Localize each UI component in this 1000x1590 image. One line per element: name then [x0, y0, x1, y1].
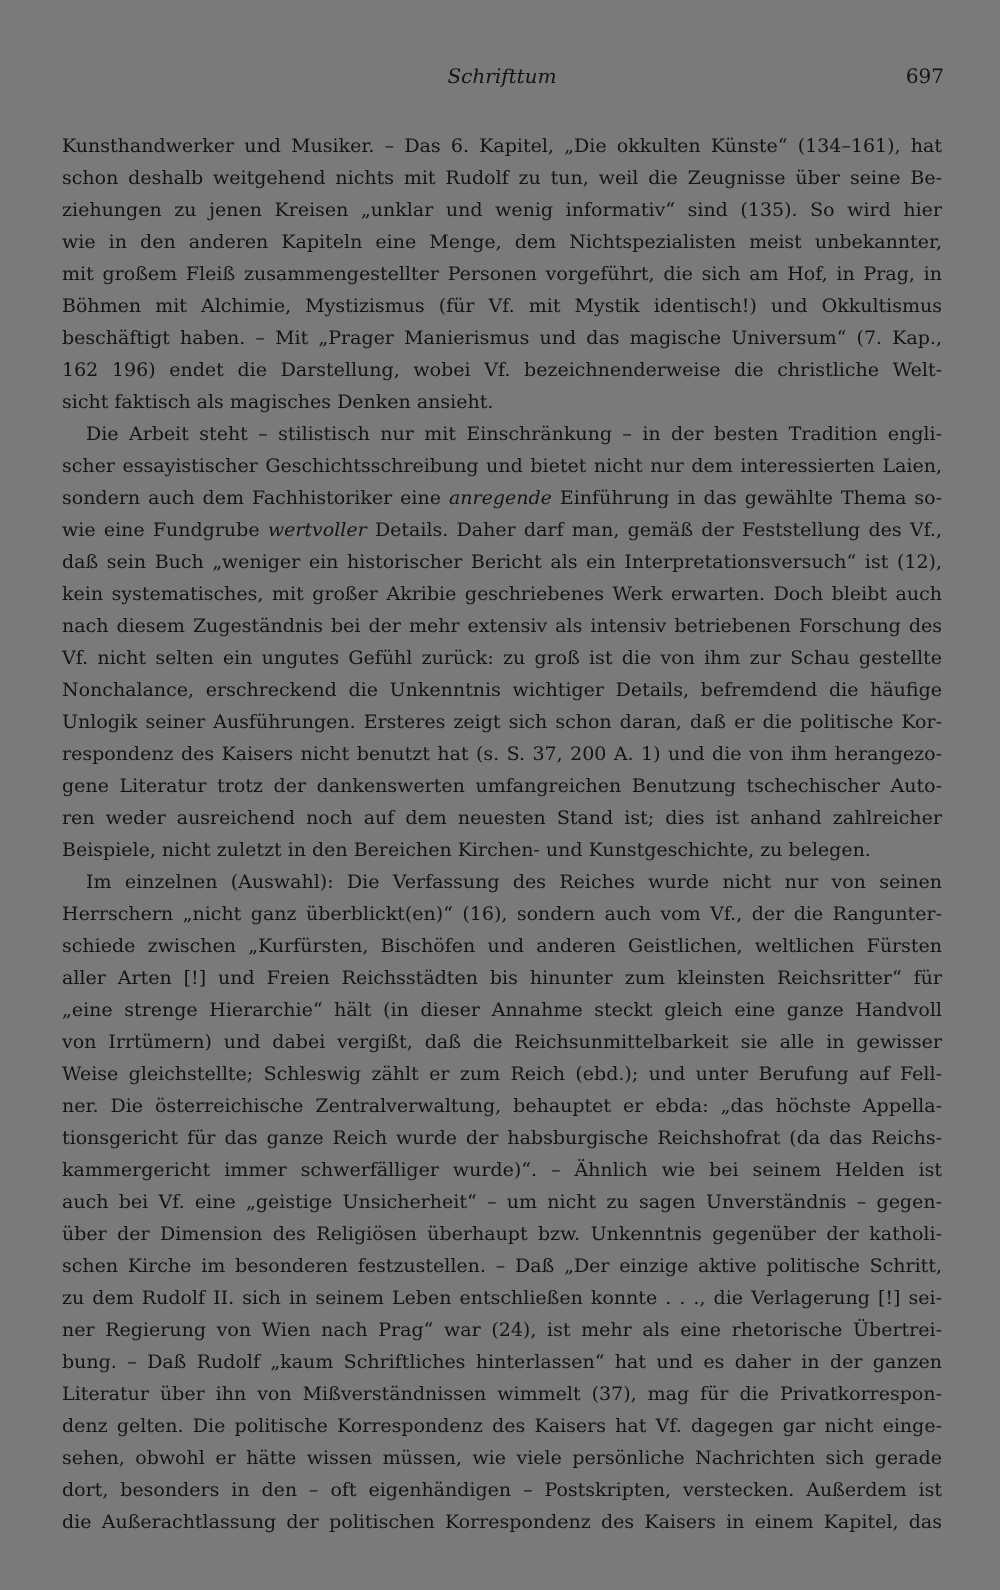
- text-segment: Einführung in das gewählte Thema so-: [551, 487, 942, 509]
- text-line: Herrschern „nicht ganz überblickt(en)“ (16), sondern auch vom Vf., der die Rangunter-: [62, 903, 942, 925]
- text-line: Böhmen mit Alchimie, Mystizismus (für Vf. mit Mystik identisch!) und Okkultismus: [62, 295, 942, 317]
- text-line: nach diesem Zugeständnis bei der mehr extensiv als intensiv betriebenen Forschung des: [62, 615, 942, 637]
- text-line: dort, besonders in den – oft eigenhändigen – Postskripten, verstecken. Außerdem ist: [62, 1479, 942, 1501]
- text-line: ren weder ausreichend noch auf dem neuesten Stand ist; dies ist anhand zahlreicher: [62, 807, 942, 829]
- text-line: zu dem Rudolf II. sich in seinem Leben entschließen konnte . . ., die Verlagerung [!] sei-: [62, 1287, 942, 1309]
- text-line: „eine strenge Hierarchie“ hält (in dieser Annahme steckt gleich eine ganze Handvoll: [62, 999, 942, 1021]
- text-line: schon deshalb weitgehend nichts mit Rudolf zu tun, weil die Zeugnisse über seine Be-: [62, 167, 942, 189]
- text-line: kammergericht immer schwerfälliger wurde)“. – Ähnlich wie bei seinem Helden ist: [62, 1159, 942, 1181]
- text-line: Literatur über ihn von Mißverständnissen wimmelt (37), mag für die Privatkorrespon-: [62, 1383, 942, 1405]
- text-line: Die Arbeit steht – stilistisch nur mit Einschränkung – in der besten Tradition engli-: [86, 423, 942, 445]
- text-line: Unlogik seiner Ausführungen. Ersteres zeigt sich schon daran, daß er die politische Kor-: [62, 711, 942, 733]
- text-line: von Irrtümern) und dabei vergißt, daß die Reichsunmittelbarkeit sie alle in gewisser: [62, 1031, 942, 1053]
- text-segment: sondern auch dem Fachhistoriker eine: [62, 487, 449, 509]
- text-line: Im einzelnen (Auswahl): Die Verfassung des Reiches wurde nicht nur von seinen: [86, 871, 942, 893]
- text-line: ner Regierung von Wien nach Prag“ war (24), ist mehr als eine rhetorische Übertrei-: [62, 1319, 942, 1341]
- text-line: [62, 514, 942, 546]
- page-number: 697: [905, 64, 944, 88]
- running-title: Schrifttum: [447, 64, 557, 88]
- text-line: schiede zwischen „Kurfürsten, Bischöfen und anderen Geistlichen, weltlichen Fürsten: [62, 935, 942, 957]
- text-line: kein systematisches, mit großer Akribie geschriebenes Werk erwarten. Doch bleibt auch: [62, 583, 942, 605]
- text-line: aller Arten [!] und Freien Reichsstädten bis hinunter zum kleinsten Reichsritter“ für: [62, 967, 942, 989]
- text-line: Vf. nicht selten ein ungutes Gefühl zurück: zu groß ist die von ihm zur Schau gestellte: [62, 647, 942, 669]
- text-line: Weise gleichstellte; Schleswig zählt er zum Reich (ebd.); und unter Berufung auf Fell-: [62, 1063, 942, 1085]
- text-line: mit großem Fleiß zusammengestellter Personen vorgeführt, die sich am Hof, in Prag, in: [62, 263, 942, 285]
- text-line: sicht faktisch als magisches Denken ansieht.: [62, 391, 494, 413]
- text-line: respondenz des Kaisers nicht benutzt hat (s. S. 37, 200 A. 1) und die von ihm herangezo-: [62, 743, 942, 765]
- text-line: daß sein Buch „weniger ein historischer Bericht als ein Interpretationsversuch“ ist (12),: [62, 551, 942, 573]
- text-line: wie in den anderen Kapiteln eine Menge, dem Nichtspezialisten meist unbekannter,: [62, 231, 942, 253]
- text-line: die Außerachtlassung der politischen Korrespondenz des Kaisers in einem Kapitel, das: [62, 1511, 942, 1533]
- emphasis-wertvoller: wertvoller: [267, 519, 367, 541]
- text-line: gene Literatur trotz der dankenswerten umfangreichen Benutzung tschechischer Auto-: [62, 775, 942, 797]
- emphasis-anregende: anregende: [448, 487, 552, 509]
- text-segment: Details. Daher darf man, gemäß der Feststellung des Vf.,: [366, 519, 942, 541]
- text-line: auch bei Vf. eine „geistige Unsicherheit“ – um nicht zu sagen Unverständnis – gegen-: [62, 1191, 942, 1213]
- text-line: Kunsthandwerker und Musiker. – Das 6. Kapitel, „Die okkulten Künste“ (134–161), hat: [62, 135, 942, 157]
- text-line: 162 196) endet die Darstellung, wobei Vf. bezeichnenderweise die christliche Welt-: [62, 359, 942, 381]
- page-header: [60, 62, 944, 92]
- text-line: [62, 482, 942, 514]
- text-line: über der Dimension des Religiösen überhaupt bzw. Unkenntnis gegenüber der katholi-: [62, 1223, 942, 1245]
- text-line: ziehungen zu jenen Kreisen „unklar und wenig informativ“ sind (135). So wird hier: [62, 199, 942, 221]
- text-segment: wie eine Fundgrube: [62, 519, 268, 541]
- text-line: Beispiele, nicht zuletzt in den Bereichen Kirchen- und Kunstgeschichte, zu belegen.: [62, 839, 871, 861]
- text-line: denz gelten. Die politische Korrespondenz des Kaisers hat Vf. dagegen gar nicht einge-: [62, 1415, 942, 1437]
- text-line: schen Kirche im besonderen festzustellen. – Daß „Der einzige aktive politische Schritt,: [62, 1255, 942, 1277]
- text-line: beschäftigt haben. – Mit „Prager Manierismus und das magische Universum“ (7. Kap.,: [62, 327, 942, 349]
- text-line: ner. Die österreichische Zentralverwaltung, behauptet er ebda: „das höchste Appella-: [62, 1095, 942, 1117]
- text-line: sehen, obwohl er hätte wissen müssen, wie viele persönliche Nachrichten sich gerade: [62, 1447, 942, 1469]
- text-body: [62, 130, 942, 1538]
- text-line: tionsgericht für das ganze Reich wurde der habsburgische Reichshofrat (da das Reichs-: [62, 1127, 942, 1149]
- text-line: bung. – Daß Rudolf „kaum Schriftliches hinterlassen“ hat und es daher in der ganzen: [62, 1351, 942, 1373]
- text-line: scher essayistischer Geschichtsschreibung und bietet nicht nur dem interessierten Laien,: [62, 455, 942, 477]
- text-line: Nonchalance, erschreckend die Unkenntnis wichtiger Details, befremdend die häufige: [62, 679, 942, 701]
